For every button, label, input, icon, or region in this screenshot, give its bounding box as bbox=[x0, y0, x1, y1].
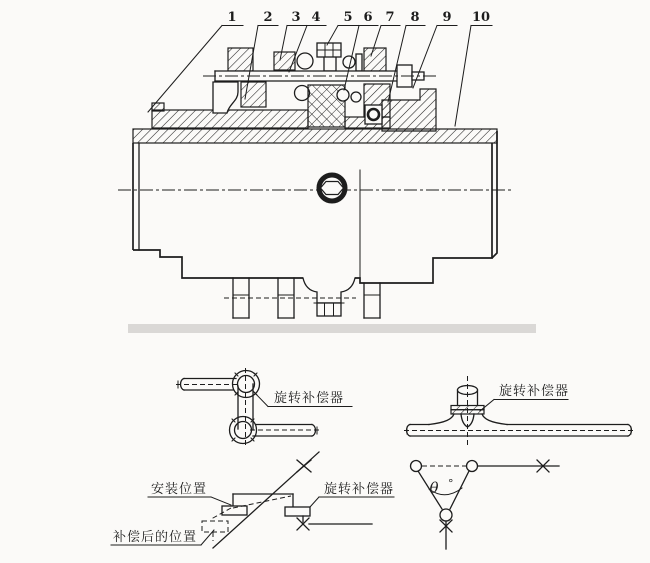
label-text: 旋转补偿器 bbox=[499, 384, 570, 399]
label-text: 补偿后的位置 bbox=[113, 530, 198, 545]
degree-mark: ° bbox=[448, 477, 454, 490]
part-number: 7 bbox=[385, 10, 395, 25]
part-number: 3 bbox=[291, 10, 301, 25]
outer-sleeve bbox=[133, 129, 497, 143]
compensator-right bbox=[285, 507, 310, 516]
spring-coil bbox=[337, 89, 349, 101]
gland-block bbox=[228, 48, 253, 71]
theta-label: θ bbox=[429, 479, 439, 497]
scan-shadow bbox=[128, 324, 536, 333]
part-number: 5 bbox=[343, 10, 353, 25]
part-number: 6 bbox=[363, 10, 373, 25]
part-number: 1 bbox=[227, 10, 237, 25]
spring-coil bbox=[343, 56, 355, 68]
part-number: 10 bbox=[471, 10, 491, 25]
o-ring bbox=[365, 105, 382, 124]
spring-coil bbox=[297, 53, 313, 69]
pivot-joint bbox=[440, 509, 452, 521]
gland-block bbox=[241, 82, 266, 107]
hex-plug bbox=[319, 175, 345, 201]
spring-coil bbox=[295, 86, 310, 101]
pivot-joint bbox=[411, 461, 422, 472]
spring-coil bbox=[351, 92, 361, 102]
part-number: 9 bbox=[442, 10, 452, 25]
label-text: 旋转补偿器 bbox=[324, 482, 395, 497]
part-number: 8 bbox=[410, 10, 420, 25]
part-number: 4 bbox=[311, 10, 321, 25]
gland-block bbox=[364, 48, 386, 71]
label-text: 安装位置 bbox=[151, 482, 208, 497]
gland-block bbox=[274, 52, 295, 70]
part-number: 2 bbox=[263, 10, 273, 25]
label-text: 旋转补偿器 bbox=[274, 391, 345, 406]
pivot-joint bbox=[467, 461, 478, 472]
